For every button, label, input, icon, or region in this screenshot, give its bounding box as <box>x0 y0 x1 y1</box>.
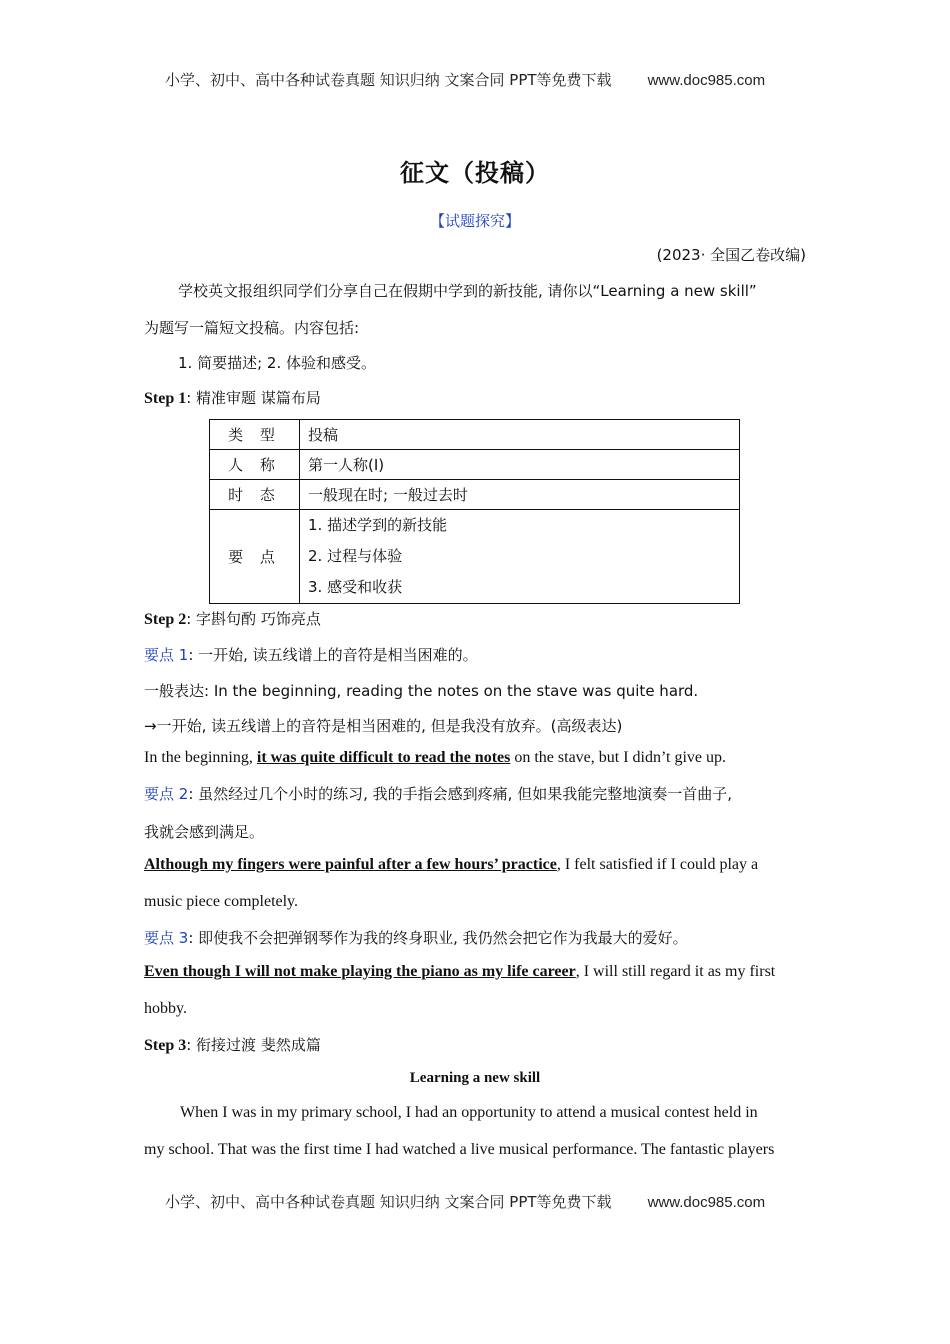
point1-en-highlight: it was quite difficult to read the notes <box>256 749 511 766</box>
table-point: 2. 过程与体验 <box>308 547 403 565</box>
table-row <box>210 420 740 450</box>
step2-text: : 字斟句酌 巧饰亮点 <box>186 610 321 628</box>
header-text: 小学、初中、高中各种试卷真题 知识归纳 文案合同 PPT等免费下载 <box>165 71 612 89</box>
point3-cn-text: : 即使我不会把弹钢琴作为我的终身职业, 我仍然会把它作为我最大的爱好。 <box>188 929 688 947</box>
step1-text: : 精准审题 谋篇布局 <box>186 389 321 407</box>
section-label: 【试题探究】 <box>429 212 520 230</box>
table-key: 类 型 <box>210 420 300 450</box>
point2-en-highlight: Although my fingers were painful after a few hours’ practice <box>144 856 557 873</box>
point1-en-pre: In the beginning, <box>144 749 257 766</box>
table-row <box>210 510 740 604</box>
point3-cn <box>144 927 688 948</box>
point2-label: 要点 2 <box>144 785 189 803</box>
step2-label: Step 2 <box>144 611 187 628</box>
table-value: 投稿 <box>300 420 740 450</box>
source-note: (2023· 全国乙卷改编) <box>656 246 806 264</box>
page-title: 征文（投稿） <box>400 159 550 187</box>
point1-cn <box>144 644 478 665</box>
step3-text: : 衔接过渡 斐然成篇 <box>186 1036 321 1054</box>
analysis-table <box>209 419 740 604</box>
point3-en-2: hobby. <box>144 1000 187 1017</box>
page-header <box>165 69 765 90</box>
point1-general: 一般表达: In the beginning, reading the notes on the stave was quite hard. <box>144 682 699 700</box>
essay-line: When I was in my primary school, I had an opportunity to attend a musical contest held in <box>180 1104 758 1121</box>
step1-heading <box>144 387 321 408</box>
table-key: 要 点 <box>210 510 300 604</box>
table-key: 时 态 <box>210 480 300 510</box>
table-point: 1. 描述学到的新技能 <box>308 516 448 534</box>
essay-line: my school. That was the first time I had watched a live musical performance. The fantastic players <box>144 1141 775 1158</box>
point3-label: 要点 3 <box>144 929 189 947</box>
prompt-line-2: 为题写一篇短文投稿。内容包括: <box>144 319 360 337</box>
footer-text: 小学、初中、高中各种试卷真题 知识归纳 文案合同 PPT等免费下载 <box>165 1193 612 1211</box>
point1-label: 要点 1 <box>144 646 189 664</box>
page-footer <box>165 1191 765 1212</box>
point1-advanced-cn: →一开始, 读五线谱上的音符是相当困难的, 但是我没有放弃。(高级表达) <box>144 717 623 735</box>
point2-en-2: music piece completely. <box>144 893 299 910</box>
point1-en <box>144 749 726 767</box>
table-key: 人 称 <box>210 450 300 480</box>
header-site-link[interactable]: www.doc985.com <box>647 72 766 89</box>
point3-en-post: , I will still regard it as my first <box>575 963 776 980</box>
point2-en <box>144 856 758 874</box>
point2-cn-2: 我就会感到满足。 <box>144 823 265 841</box>
point2-en-post: , I felt satisfied if I could play a <box>556 856 759 873</box>
step3-label: Step 3 <box>144 1037 187 1054</box>
prompt-line-1: 学校英文报组织同学们分享自己在假期中学到的新技能, 请你以“Learning a new skill” <box>178 282 757 300</box>
point2-cn-text: : 虽然经过几个小时的练习, 我的手指会感到疼痛, 但如果我能完整地演奏一首曲子, <box>188 785 732 803</box>
prompt-points: 1. 简要描述; 2. 体验和感受。 <box>178 354 376 372</box>
table-point: 3. 感受和收获 <box>308 578 403 596</box>
table-value: 第一人称(I) <box>300 450 740 480</box>
table-value: 一般现在时; 一般过去时 <box>300 480 740 510</box>
table-row <box>210 480 740 510</box>
footer-site-link[interactable]: www.doc985.com <box>647 1194 766 1211</box>
table-points-cell <box>300 510 740 604</box>
point3-en <box>144 963 775 981</box>
point1-en-post: on the stave, but I didn’t give up. <box>510 749 727 766</box>
step3-heading <box>144 1034 321 1055</box>
step1-label: Step 1 <box>144 390 187 407</box>
table-row <box>210 450 740 480</box>
point2-cn-1 <box>144 783 732 804</box>
essay-title: Learning a new skill <box>409 1070 541 1086</box>
point1-cn-text: : 一开始, 读五线谱上的音符是相当困难的。 <box>188 646 478 664</box>
point3-en-highlight: Even though I will not make playing the piano as my life career <box>144 963 576 980</box>
step2-heading <box>144 608 321 629</box>
